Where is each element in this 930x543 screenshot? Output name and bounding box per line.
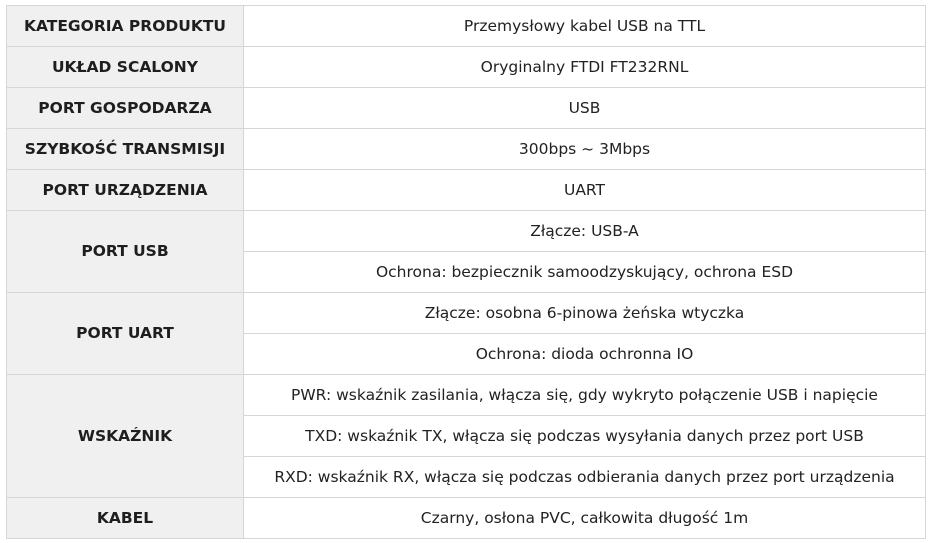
spec-key: UKŁAD SCALONY [7,47,244,88]
spec-value: RXD: wskaźnik RX, włącza się podczas odbierania danych przez port urządzenia [244,457,926,498]
spec-key: PORT UART [7,293,244,375]
spec-value: 300bps ~ 3Mbps [244,129,926,170]
spec-value: Ochrona: bezpiecznik samoodzyskujący, ochrona ESD [244,252,926,293]
spec-value: Złącze: USB-A [244,211,926,252]
spec-key: PORT USB [7,211,244,293]
spec-value: TXD: wskaźnik TX, włącza się podczas wysyłania danych przez port USB [244,416,926,457]
table-row [7,88,926,129]
spec-table [6,5,926,539]
table-row [7,211,926,252]
spec-key: KABEL [7,498,244,539]
spec-value: Oryginalny FTDI FT232RNL [244,47,926,88]
spec-value: UART [244,170,926,211]
spec-key: PORT URZĄDZENIA [7,170,244,211]
table-row [7,129,926,170]
table-row [7,375,926,416]
spec-value: Ochrona: dioda ochronna IO [244,334,926,375]
spec-value: Przemysłowy kabel USB na TTL [244,6,926,47]
spec-value: USB [244,88,926,129]
table-row [7,293,926,334]
table-row [7,47,926,88]
spec-value: Czarny, osłona PVC, całkowita długość 1m [244,498,926,539]
spec-key: PORT GOSPODARZA [7,88,244,129]
spec-key: SZYBKOŚĆ TRANSMISJI [7,129,244,170]
spec-value: PWR: wskaźnik zasilania, włącza się, gdy wykryto połączenie USB i napięcie [244,375,926,416]
table-row [7,170,926,211]
spec-key: KATEGORIA PRODUKTU [7,6,244,47]
spec-value: Złącze: osobna 6-pinowa żeńska wtyczka [244,293,926,334]
table-row [7,6,926,47]
table-row [7,498,926,539]
spec-table-body [7,6,926,539]
spec-key: WSKAŹNIK [7,375,244,498]
